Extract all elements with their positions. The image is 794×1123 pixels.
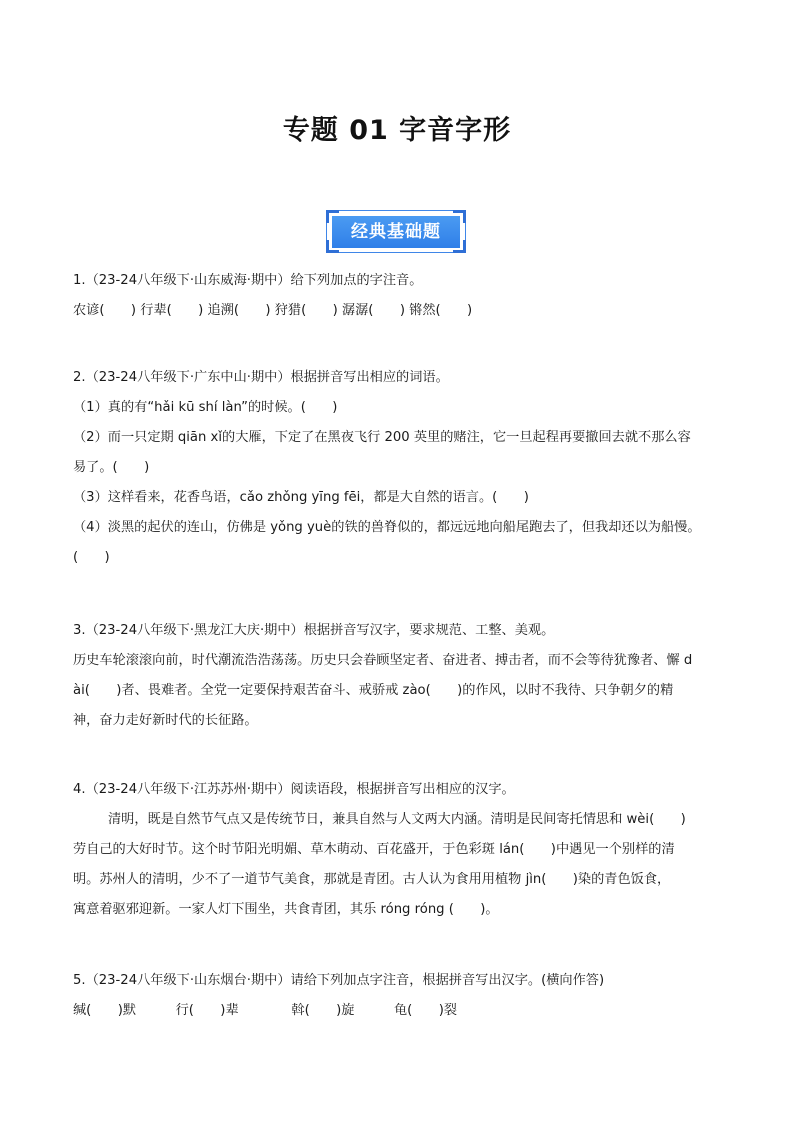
question-line: 历史车轮滚滚向前，时代潮流浩浩荡荡。历史只会眷顾坚定者、奋进者、搏击者，而不会等待犹豫者、懈 d	[73, 653, 693, 668]
question-3	[73, 616, 735, 736]
question-line: 神，奋力走好新时代的长征路。	[73, 713, 258, 728]
question-line: 易了。( )	[73, 460, 150, 475]
question-header: 3.（23-24八年级下·黑龙江大庆·期中）根据拼音写汉字，要求规范、工整、美观。	[73, 623, 555, 638]
question-line: 清明，既是自然节气点又是传统节日，兼具自然与人文两大内涵。清明是民间寄托情思和 wèi( )	[108, 812, 686, 827]
question-4	[73, 775, 735, 925]
question-header: 1.（23-24八年级下·山东威海·期中）给下列加点的字注音。	[73, 273, 423, 288]
question-line: （1）真的有“hǎi kū shí làn”的时候。( )	[73, 400, 338, 415]
question-header: 4.（23-24八年级下·江苏苏州·期中）阅读语段，根据拼音写出相应的汉字。	[73, 782, 515, 797]
question-header: 2.（23-24八年级下·广东中山·期中）根据拼音写出相应的词语。	[73, 370, 449, 385]
question-line: （2）而一只定期 qiān xǐ的大雁，下定了在黑夜飞行 200 英里的赌注，它一旦起程再要撤回去就不那么容	[73, 430, 691, 445]
question-line: （3）这样看来，花香鸟语，cǎo zhǒng yīng fēi，都是大自然的语言。( )	[73, 490, 529, 505]
question-line: ài( )者、畏难者。全党一定要保持艰苦奋斗、戒骄戒 zào( )的作风，以时不我待、只争朝夕的精	[73, 683, 674, 698]
question-line: 明。苏州人的清明，少不了一道节气美食，那就是青团。古人认为食用用植物 jìn( )染的青色饭食，	[73, 872, 671, 887]
section-badge-label: 经典基础题	[332, 216, 460, 248]
question-line: 寓意着驱邪迎新。一家人灯下围坐，共食青团，其乐 róng róng ( )。	[73, 902, 499, 917]
page-title: 专题 01 字音字形	[282, 115, 512, 146]
question-1	[73, 266, 735, 326]
question-5	[73, 966, 735, 1026]
question-line: （4）淡黑的起伏的连山，仿佛是 yǒng yuè的铁的兽脊似的，都远远地向船尾跑去了，但我却还以为船慢。	[73, 520, 701, 535]
question-header: 5.（23-24八年级下·山东烟台·期中）请给下列加点字注音，根据拼音写出汉字。(横向作答)	[73, 973, 605, 988]
question-line: 农谚( ) 行辈( ) 追溯( ) 狩猎( ) 潺潺( ) 锵然( )	[73, 303, 473, 318]
question-line: 缄( )默 行( )辈 斡( )旋 龟( )裂	[73, 1003, 458, 1018]
question-line: ( )	[73, 550, 110, 565]
section-badge	[326, 210, 468, 255]
question-line: 劳自己的大好时节。这个时节阳光明媚、草木萌动、百花盛开，于色彩斑 lán( )中遇见一个别样的清	[73, 842, 675, 857]
question-2	[73, 363, 735, 573]
